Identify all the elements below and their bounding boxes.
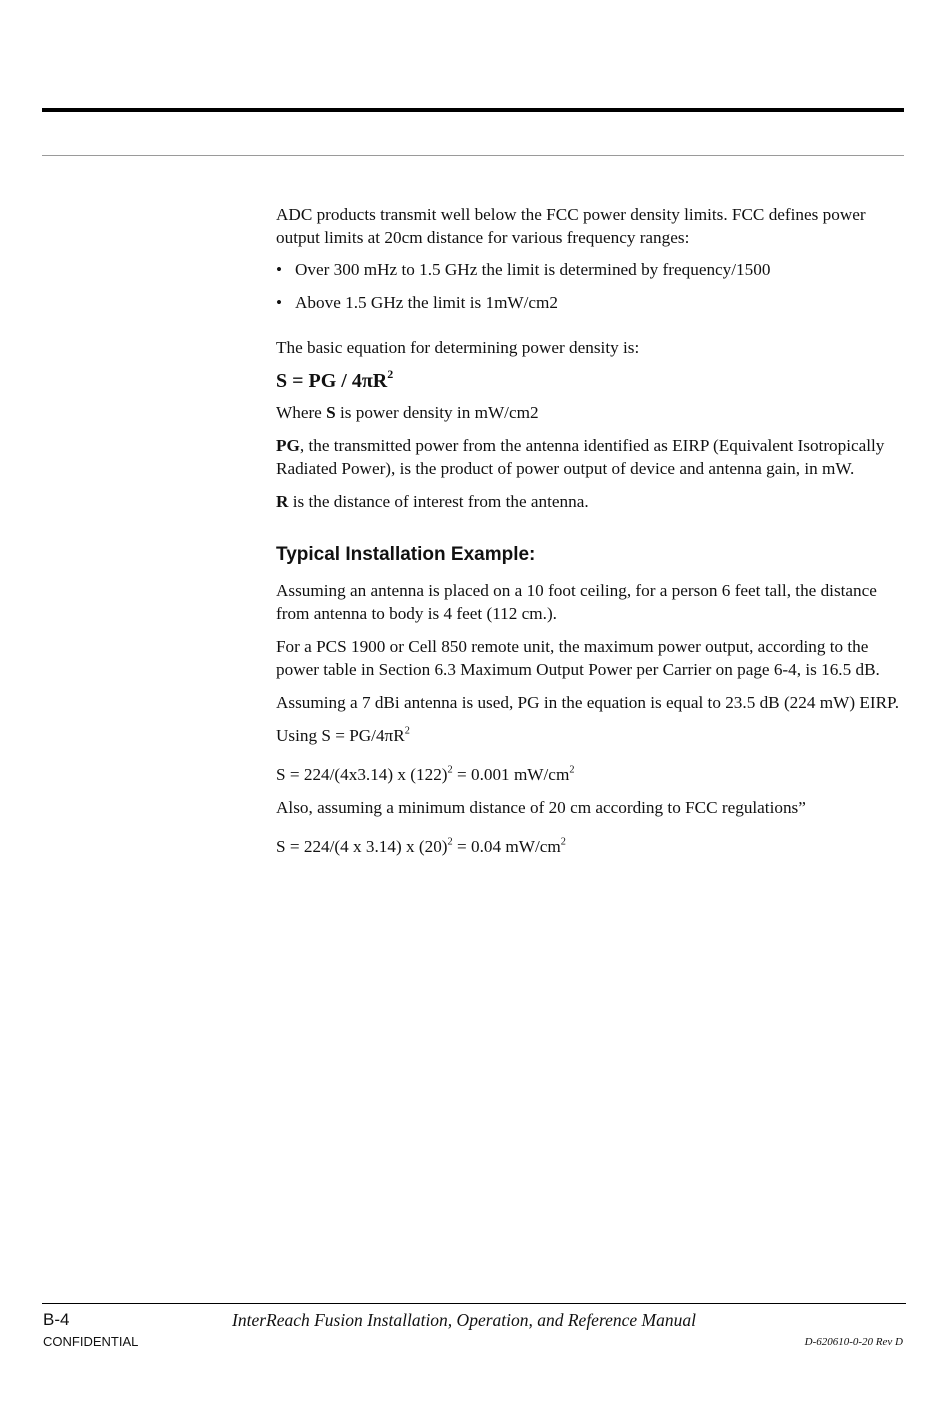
definition-term: R bbox=[276, 492, 289, 511]
header-rule-thin bbox=[42, 155, 904, 156]
bullet-item bbox=[276, 258, 906, 281]
formula-exponent: 2 bbox=[447, 764, 453, 776]
header-rule-thick bbox=[42, 108, 904, 112]
formula-using bbox=[276, 724, 906, 747]
equation-exponent: 2 bbox=[387, 367, 394, 381]
section-heading: Typical Installation Example: bbox=[276, 544, 536, 565]
equation-intro: The basic equation for determining power density is: bbox=[276, 338, 640, 357]
definition-term: PG bbox=[276, 436, 300, 455]
formula-exponent: 2 bbox=[404, 725, 410, 737]
formula-calculation-2 bbox=[276, 835, 906, 858]
footer-rule bbox=[42, 1303, 906, 1304]
definition-s bbox=[276, 401, 906, 424]
formula-text: = 0.001 mW/cm bbox=[452, 765, 570, 784]
example-paragraph: Assuming a 7 dBi antenna is used, PG in the equation is equal to 23.5 dB (224 mW) EIRP. bbox=[276, 693, 899, 712]
also-paragraph: Also, assuming a minimum distance of 20 cm according to FCC regulations” bbox=[276, 798, 806, 817]
document-id: D-620610-0-20 Rev D bbox=[804, 1336, 903, 1348]
page-number: B-4 bbox=[43, 1310, 70, 1329]
formula-text: = 0.04 mW/cm bbox=[452, 837, 561, 856]
formula-calculation-1 bbox=[276, 763, 906, 786]
intro-paragraph: ADC products transmit well below the FCC power density limits. FCC defines power output limits at 20cm distance for various frequency ranges: bbox=[276, 205, 866, 247]
bullet-glyph: • bbox=[276, 293, 283, 312]
formula-text: Using S = PG/4πR bbox=[276, 726, 405, 745]
page-body bbox=[276, 203, 906, 868]
definition-prefix: Where bbox=[276, 403, 327, 422]
definition-text: is power density in mW/cm2 bbox=[335, 403, 539, 422]
bullet-glyph: • bbox=[276, 260, 283, 279]
equation-base: S = PG / 4πR bbox=[276, 370, 388, 392]
bullet-item bbox=[276, 291, 906, 314]
example-paragraph: Assuming an antenna is placed on a 10 foot ceiling, for a person 6 feet tall, the distance from antenna to body is 4 feet (112 cm.). bbox=[276, 581, 877, 623]
definition-text: is the distance of interest from the antenna. bbox=[288, 492, 589, 511]
formula-text: S = 224/(4 x 3.14) x (20) bbox=[276, 837, 448, 856]
power-density-equation bbox=[276, 367, 906, 393]
definition-r bbox=[276, 490, 906, 513]
formula-exponent: 2 bbox=[560, 836, 566, 848]
definition-text: , the transmitted power from the antenna identified as EIRP (Equivalent Isotropically Radiated Power), is the product of power output of device and antenna gain, in mW. bbox=[276, 436, 885, 478]
formula-exponent: 2 bbox=[447, 836, 453, 848]
bullet-text: Over 300 mHz to 1.5 GHz the limit is determined by frequency/1500 bbox=[295, 260, 771, 279]
definition-term: S bbox=[326, 403, 336, 422]
example-paragraph: For a PCS 1900 or Cell 850 remote unit, the maximum power output, according to the power table in Section 6.3 Maximum Output Power per Carrier on page 6-4, is 16.5 dB. bbox=[276, 637, 880, 679]
formula-exponent: 2 bbox=[569, 764, 575, 776]
bullet-text: Above 1.5 GHz the limit is 1mW/cm2 bbox=[295, 293, 559, 312]
definition-pg bbox=[276, 434, 906, 480]
confidential-label: CONFIDENTIAL bbox=[43, 1334, 139, 1349]
manual-title: InterReach Fusion Installation, Operation, and Reference Manual bbox=[232, 1310, 696, 1330]
formula-text: S = 224/(4x3.14) x (122) bbox=[276, 765, 448, 784]
